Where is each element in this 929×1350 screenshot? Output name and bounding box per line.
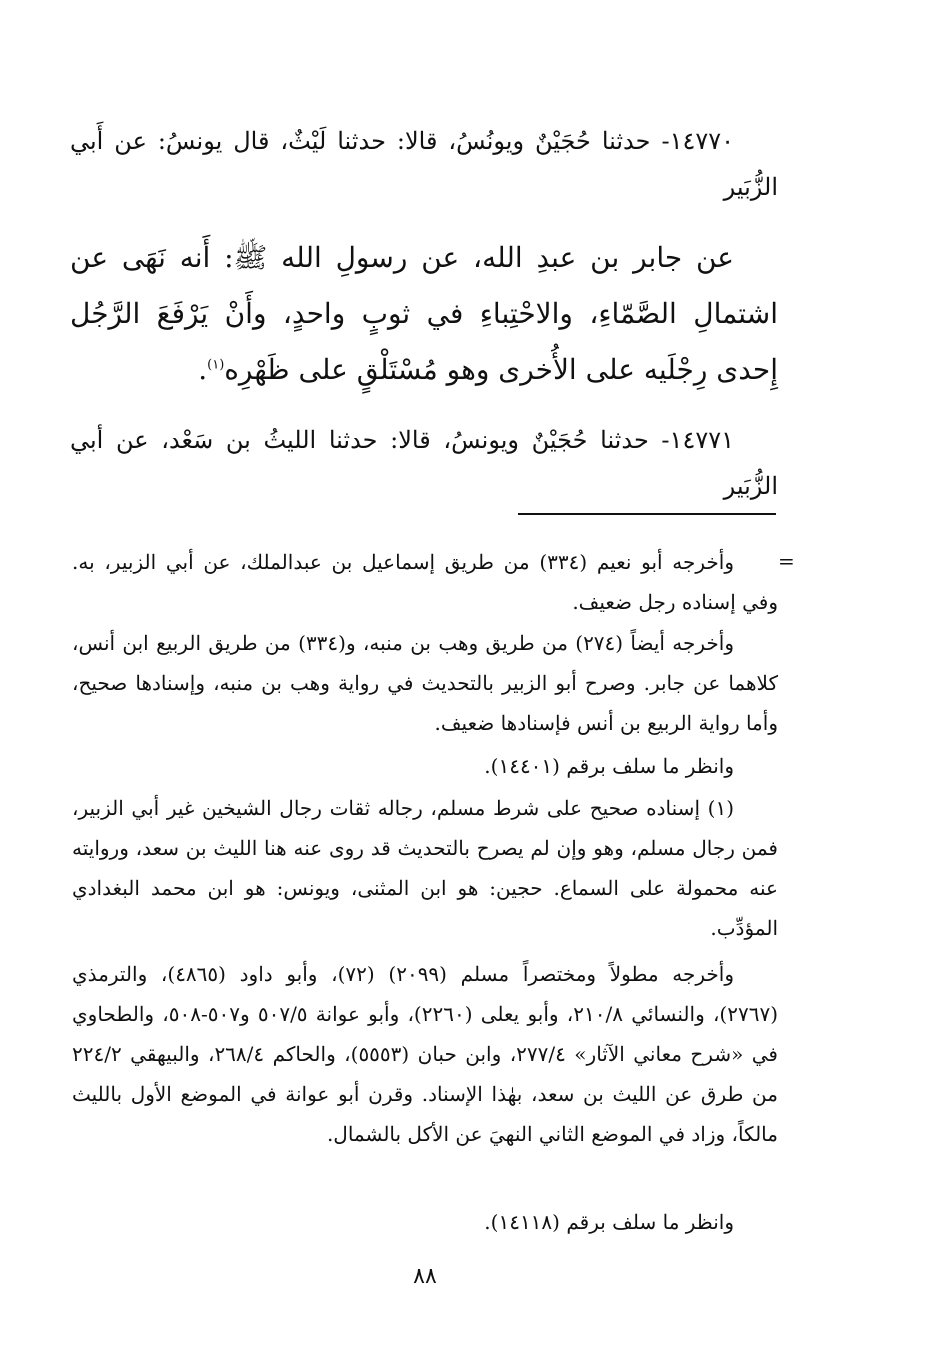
footnote-paragraph-5: وأخرجه مطولاً ومختصراً مسلم (٢٠٩٩) (٧٢)، وأبو داود (٤٨٦٥)، والترمذي (٢٧٦٧)، والنسائي ٢١٠/٨، وأبو يعلى (٢٢٦٠)، وأبو عوانة ٥٠٧/٥ و٥٠٧-٥٠٨، والطحاوي في «شرح معاني الآثار» ٢٧٧/٤، وابن حبان (٥٥٥٣)، والحاكم ٢٦٨/٤، والبيهقي ٢٢٤/٢ من طرق عن الليث بن سعد، بهٰذا الإسناد. وقرن أبو عوانة في الموضع الأول بالليث مالكاً، وزاد في الموضع الثاني النهيَ عن الأكل بالشمال.	[72, 962, 778, 1146]
footnote-paragraph-4: (١) إسناده صحيح على شرط مسلم، رجاله ثقات رجال الشيخين غير أبي الزبير، فمن رجال مسلم، وهو وإن لم يصرح بالتحديث قد روى عنه هنا الليث بن سعد، وروايته عنه محمولة على السماع. حجين: هو ابن المثنى، ويونس: هو ابن محمد البغدادي المؤدِّب.	[72, 796, 778, 940]
footnote-paragraph-2: وأخرجه أيضاً (٢٧٤) من طريق وهب بن منبه، و(٣٣٤) من طريق الربيع ابن أنس، كلاهما عن جابر. وصرح أبو الزبير بالتحديث في رواية وهب بن منبه، وإسنادها صحيح، وأما رواية الربيع بن أنس فإسنادها ضعيف.	[72, 631, 778, 735]
hadith-14771-heading-text: ١٤٧٧١- حدثنا حُجَيْنٌ ويونسُ، قالا: حدثنا الليثُ بن سَعْد، عن أبي الزُّبَير	[70, 426, 778, 500]
footnote-separator	[518, 513, 776, 515]
hadith-14770-body: عن جابر بن عبدِ الله، عن رسولِ الله ﷺ: أَنه نَهَى عن اشتمالِ الصَّمّاءِ، والاحْتِباءِ في ثوبٍ واحدٍ، وأَنْ يَرْفَعَ الرَّجُل إِحدى رِجْلَيه على الأُخرى وهو مُسْتَلْقٍ على ظَهْرِه	[70, 241, 778, 386]
hadith-14771-heading	[70, 417, 778, 509]
hadith-14770-heading	[70, 118, 778, 210]
footnote-paragraph-6: وانظر ما سلف برقم (١٤١١٨).	[484, 1210, 734, 1234]
footnote-ref: (١)	[207, 357, 225, 373]
hadith-14770-end: .	[198, 353, 208, 386]
hadith-14770-heading-text: ١٤٧٧٠- حدثنا حُجَيْنٌ ويونُسُ، قالا: حدثنا لَيْثٌ، قال يونسُ: عن أَبي الزُّبَير	[70, 127, 778, 201]
footnote-paragraph-3: وانظر ما سلف برقم (١٤٤٠١).	[484, 754, 734, 778]
page-number: ٨٨	[413, 1264, 437, 1289]
footnote-continuation-mark: =	[778, 549, 795, 573]
hadith-14770-text	[70, 230, 778, 398]
footnote-paragraph-1: وأخرجه أبو نعيم (٣٣٤) من طريق إسماعيل بن عبدالملك، عن أبي الزبير، به. وفي إسناده رجل ضعيف.	[72, 550, 778, 614]
